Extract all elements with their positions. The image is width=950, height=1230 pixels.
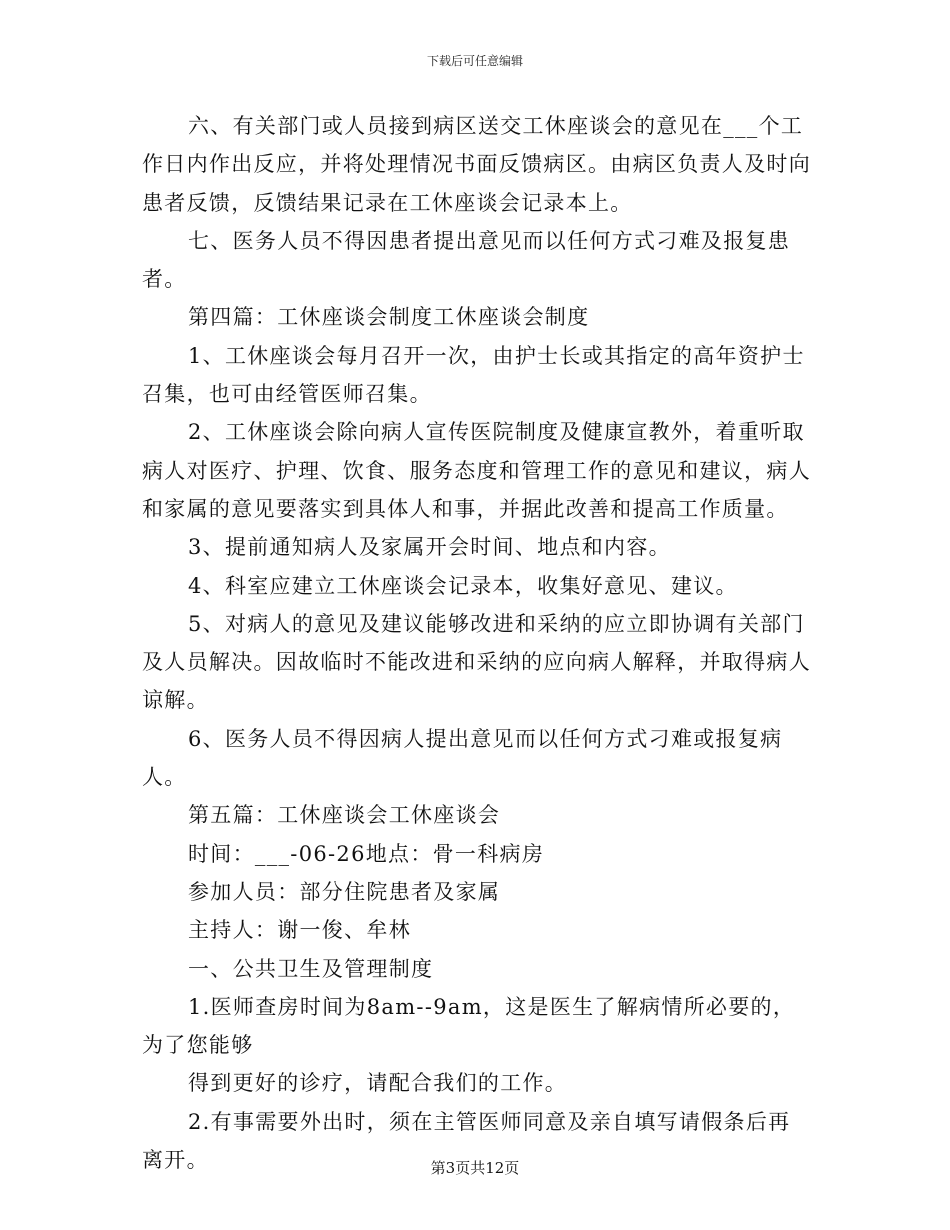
paragraph-6: 六、有关部门或人员接到病区送交工休座谈会的意见在___个工作日内作出反应，并将处理情况书面反馈病区。由病区负责人及时向患者反馈，反馈结果记录在工休座谈会记录本上。 <box>142 114 811 215</box>
meeting-attendees: 参加人员：部分住院患者及家属 <box>188 879 501 904</box>
rule-item-6: 6、医务人员不得因病人提出意见而以任何方式刁难或报复病人。 <box>142 726 783 790</box>
rule-item-3: 3、提前通知病人及家属开会时间、地点和内容。 <box>188 535 671 560</box>
rule-item-5: 5、对病人的意见及建议能够改进和采纳的应立即协调有关部门及人员解决。因故临时不能改进和采纳的应向病人解释，并取得病人谅解。 <box>142 611 811 713</box>
rule-item-4: 4、科室应建立工休座谈会记录本，收集好意见、建议。 <box>188 573 738 598</box>
page-header: 下载后可任意编辑 <box>426 54 523 68</box>
paragraph-7: 七、医务人员不得因患者提出意见而以任何方式刁难及报复患者。 <box>142 228 791 292</box>
item-doctor-rounds-continued: 得到更好的诊疗，请配合我们的工作。 <box>188 1071 568 1096</box>
item-leave-policy: 2.有事需要外出时，须在主管医师同意及亲自填写请假条后再离开。 <box>142 1109 791 1173</box>
page-number: 第3页共12页 <box>430 1159 520 1177</box>
section-title-4: 第四篇：工休座谈会制度工休座谈会制度 <box>188 305 590 330</box>
meeting-host: 主持人：谢一俊、牟林 <box>188 918 411 943</box>
meeting-time: 时间：___-06-26地点：骨一科病房 <box>188 841 545 866</box>
subsection-title: 一、公共卫生及管理制度 <box>188 956 434 981</box>
rule-item-1: 1、工休座谈会每月召开一次，由护士长或其指定的高年资护士召集，也可由经管医师召集。 <box>142 343 805 407</box>
rule-item-2: 2、工休座谈会除向病人宣传医院制度及健康宣教外，着重听取病人对医疗、护理、饮食、服务态度和管理工作的意见和建议，病人和家属的意见要落实到具体人和事，并据此改善和提高工作质量。 <box>142 420 811 521</box>
document-body <box>142 107 812 1179</box>
item-doctor-rounds: 1.医师查房时间为8am--9am，这是医生了解病情所必要的，为了您能够 <box>142 994 796 1058</box>
section-title-5: 第五篇：工休座谈会工休座谈会 <box>188 803 501 828</box>
